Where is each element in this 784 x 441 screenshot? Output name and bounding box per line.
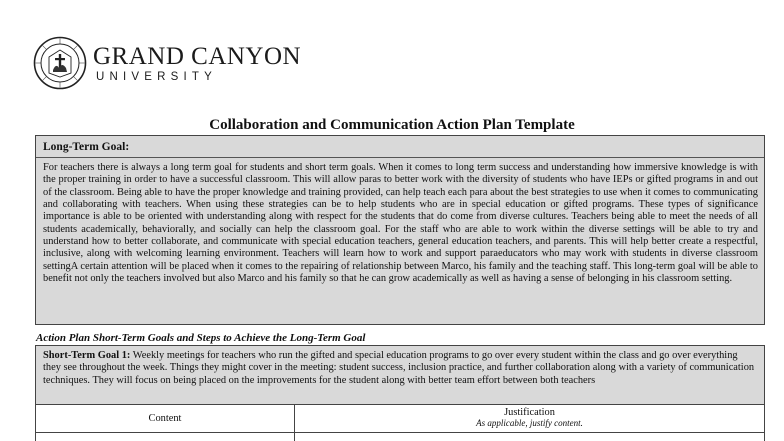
- short-term-goal-1-text[interactable]: Weekly meetings for teachers who run the gifted and special education programs to go over every student within the class and go over everything they see throughout the week. Things they might cover in the meeting: student success, inclusion practice, and further collaboration along with a variety of communication techniques. They will focus on being placed on the improvements for the student along with better team effort between both teachers: [43, 350, 755, 386]
- justification-header-note: As applicable, justify content.: [476, 418, 583, 428]
- justification-header-label: Justification: [504, 407, 555, 418]
- long-term-goal-box: [35, 135, 765, 325]
- long-term-goal-text[interactable]: For teachers there is always a long term goal for students and short term goals. When it comes to long term success and understanding how immersive knowledge is with the proper training in order to have a successful classroom. This will allow paras to better work with the diversity of students who have IEPs or gifted programs in and out of the classroom. Being able to have the proper knowledge and training provided, can help teach each para about the best strategies to use when it comes to communicating and collaborating with teachers. When using these strategies can be to help students who are in special education or gifted programs. These types of significance importance is able to be oriented with understanding along with respect for the students that do come from diverse cultures. Teachers being able to meet the needs of all students academically, behaviorally, and socially can help the classroom goal. For the staff who are able to work within the diverse settings will be able to try and understand how to better collaborate, and communicate with special education teachers, general education teachers, and parents. This will help better create a respectful, inclusive, along with welcoming learning environment. Teachers will learn how to work and support paraeducators who may work with students in diverse classroom settingA certain attention will be placed when it comes to the repairing of relationship between Marco, his family and the teaching staff. This long-term goal will be able to benefit not only the teachers involved but also Marco and his family so that he can grow academically as well as having a sense of belonging in his classroom setting.: [43, 162, 758, 285]
- justification-column-header: [295, 405, 764, 433]
- university-wordmark: [93, 42, 301, 84]
- content-column: [36, 405, 295, 441]
- wordmark-line2: UNIVERSITY: [96, 71, 218, 84]
- short-term-goal-1-box: [35, 345, 765, 405]
- wordmark-line1: GRAND CANYON: [93, 43, 302, 71]
- content-justification-table: [35, 404, 765, 441]
- action-plan-heading: Action Plan Short-Term Goals and Steps to Achieve the Long-Term Goal: [36, 332, 366, 344]
- document-title: Collaboration and Communication Action Plan Template: [209, 117, 575, 133]
- long-term-goal-heading: Long-Term Goal:: [36, 136, 764, 158]
- short-term-goal-1-label: Short-Term Goal 1:: [43, 350, 131, 361]
- content-column-header: Content: [36, 405, 294, 433]
- university-seal-icon: [33, 36, 87, 90]
- justification-column: [295, 405, 764, 441]
- university-logo: [33, 36, 301, 90]
